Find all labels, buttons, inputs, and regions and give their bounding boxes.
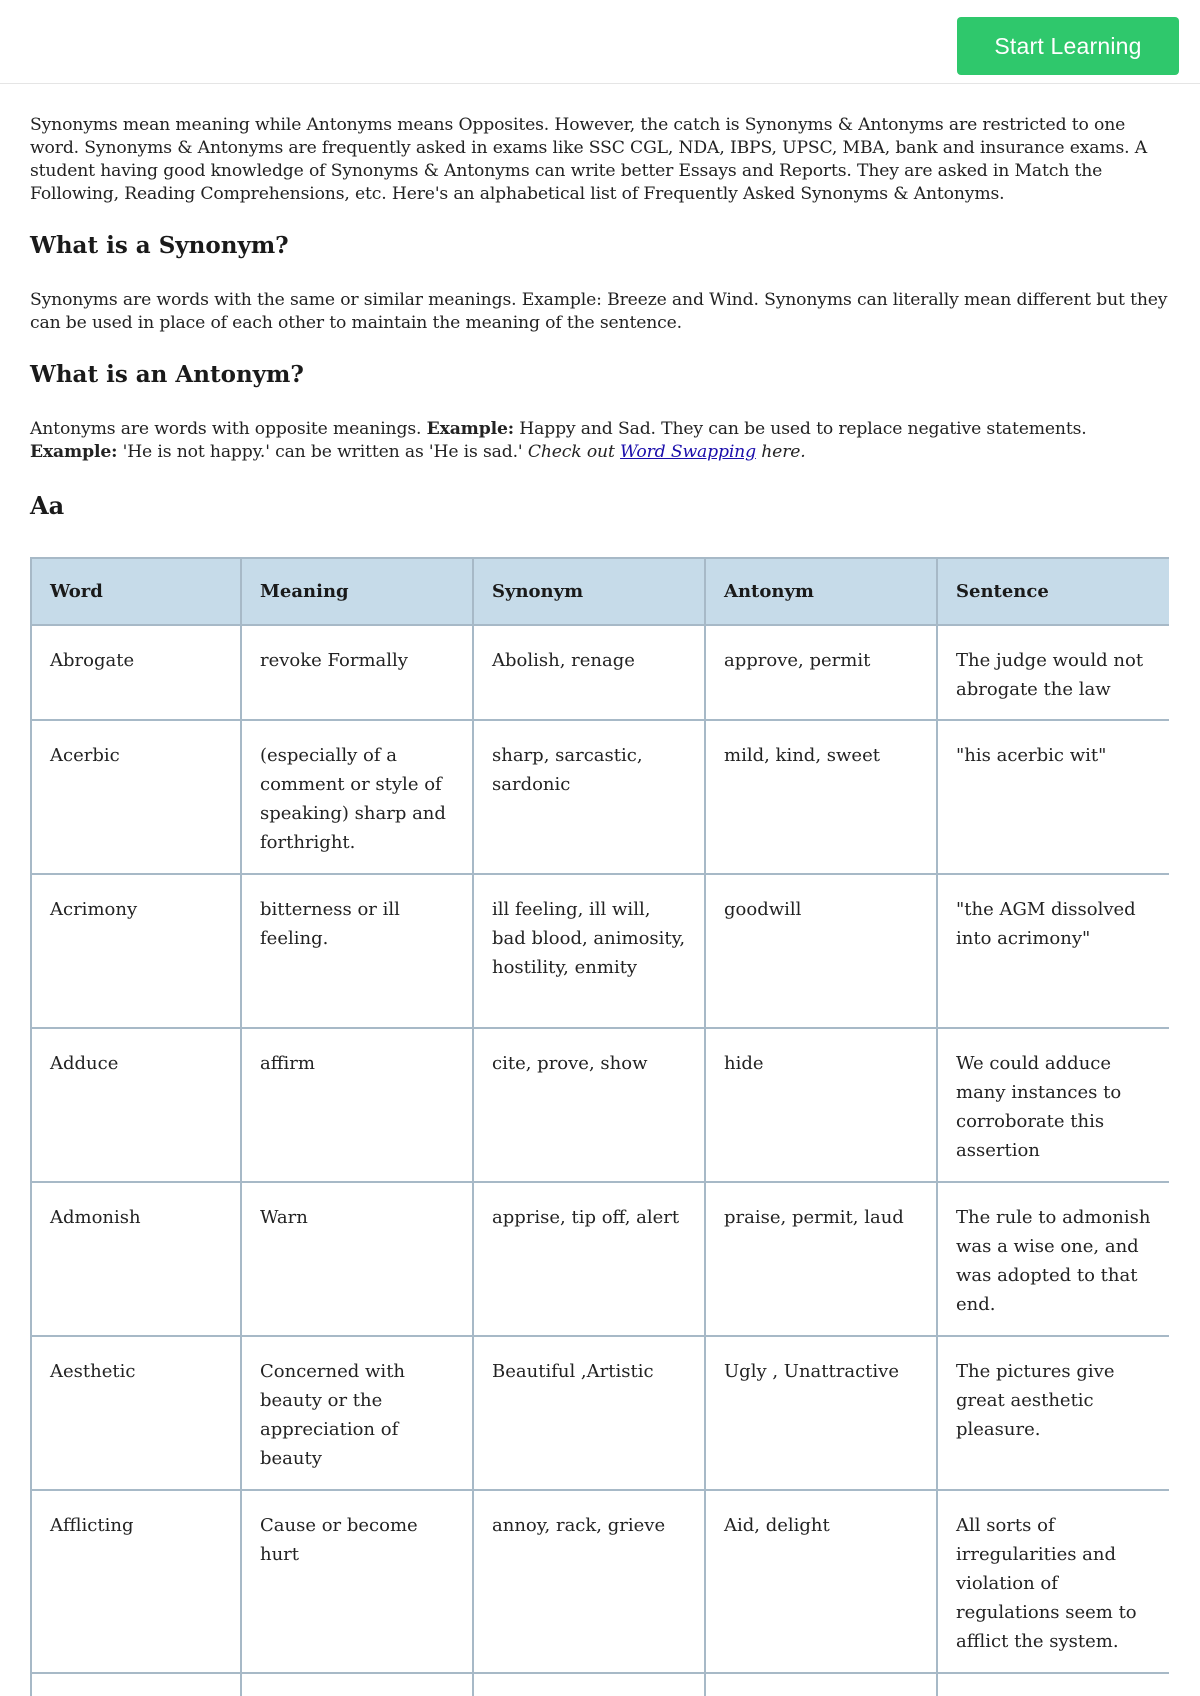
table-row	[31, 625, 1169, 720]
antonym-heading: What is an Antonym?	[30, 361, 304, 388]
cell-synonym: cite, prove, show	[473, 1028, 705, 1182]
start-learning-button[interactable]: Start Learning	[957, 17, 1179, 75]
cell-synonym: Beautiful ,Artistic	[473, 1336, 705, 1490]
antonym-text-3: 'He is not happy.' can be written as 'He is sad.'	[122, 442, 523, 462]
cell-word: Acerbic	[31, 720, 241, 874]
cell-antonym: Ugly , Unattractive	[705, 1336, 937, 1490]
table-row	[31, 720, 1169, 874]
cell-meaning: Warn	[241, 1182, 473, 1336]
table-header-row	[31, 558, 1169, 625]
cell-synonym	[473, 1673, 705, 1696]
cell-meaning: affirm	[241, 1028, 473, 1182]
here-text: here.	[761, 442, 806, 462]
cell-meaning: revoke Formally	[241, 625, 473, 720]
cell-synonym: Abolish, renage	[473, 625, 705, 720]
table-row-partial	[31, 1673, 1169, 1696]
table-row	[31, 874, 1169, 1028]
cell-antonym: approve, permit	[705, 625, 937, 720]
word-swapping-link[interactable]: Word Swapping	[620, 442, 756, 462]
synonym-heading: What is a Synonym?	[30, 232, 289, 259]
cell-antonym: goodwill	[705, 874, 937, 1028]
cell-word: Adduce	[31, 1028, 241, 1182]
cell-meaning: (especially of a comment or style of speaking) sharp and forthright.	[241, 720, 473, 874]
intro-paragraph: Synonyms mean meaning while Antonyms means Opposites. However, the catch is Synonyms & Antonyms are restricted to one word. Synonyms & Antonyms are frequently asked in exams like SSC CGL, NDA, IBPS, UPSC, MBA, bank and insurance exams. A student having good knowledge of Synonyms & Antonyms can write better Essays and Reports. They are asked in Match the Following, Reading Comprehensions, etc. Here's an alphabetical list of Frequently Asked Synonyms & Antonyms.	[30, 115, 1148, 204]
antonym-paragraph	[30, 418, 1170, 464]
cell-sentence: "the AGM dissolved into acrimony"	[937, 874, 1169, 1028]
top-bar	[0, 0, 1200, 84]
antonym-text-2: Happy and Sad. They can be used to replace negative statements.	[519, 419, 1087, 439]
cell-sentence: The judge would not abrogate the law	[937, 625, 1169, 720]
table-row	[31, 1182, 1169, 1336]
cell-word: Aesthetic	[31, 1336, 241, 1490]
cell-meaning	[241, 1673, 473, 1696]
cell-word	[31, 1673, 241, 1696]
vocabulary-table	[30, 557, 1169, 1696]
cell-antonym: Aid, delight	[705, 1490, 937, 1673]
cell-sentence: The rule to admonish was a wise one, and was adopted to that end.	[937, 1182, 1169, 1336]
example-label: Example:	[426, 419, 514, 439]
check-out-text: Check out	[527, 442, 615, 462]
cell-meaning: bitterness or ill feeling.	[241, 874, 473, 1028]
example-label-2: Example:	[30, 442, 118, 462]
table-row	[31, 1028, 1169, 1182]
cell-word: Afflicting	[31, 1490, 241, 1673]
cell-antonym: hide	[705, 1028, 937, 1182]
letter-heading: Aa	[30, 491, 65, 520]
antonym-text-1: Antonyms are words with opposite meanings.	[30, 419, 422, 439]
cell-antonym	[705, 1673, 937, 1696]
cell-sentence: "his acerbic wit"	[937, 720, 1169, 874]
header-antonym: Antonym	[705, 558, 937, 625]
cell-sentence: The pictures give great aesthetic pleasure.	[937, 1336, 1169, 1490]
cell-word: Abrogate	[31, 625, 241, 720]
cell-sentence: All sorts of irregularities and violation of regulations seem to afflict the system.	[937, 1490, 1169, 1673]
header-synonym: Synonym	[473, 558, 705, 625]
cell-antonym: mild, kind, sweet	[705, 720, 937, 874]
cell-sentence	[937, 1673, 1169, 1696]
cell-synonym: annoy, rack, grieve	[473, 1490, 705, 1673]
cell-meaning: Cause or become hurt	[241, 1490, 473, 1673]
cell-antonym: praise, permit, laud	[705, 1182, 937, 1336]
cell-word: Acrimony	[31, 874, 241, 1028]
cell-synonym: ill feeling, ill will, bad blood, animosity, hostility, enmity	[473, 874, 705, 1028]
table-row	[31, 1336, 1169, 1490]
cell-meaning: Concerned with beauty or the appreciation of beauty	[241, 1336, 473, 1490]
cell-word: Admonish	[31, 1182, 241, 1336]
cell-sentence: We could adduce many instances to corroborate this assertion	[937, 1028, 1169, 1182]
header-word: Word	[31, 558, 241, 625]
header-meaning: Meaning	[241, 558, 473, 625]
vocabulary-table-container	[30, 557, 1169, 1696]
synonym-paragraph: Synonyms are words with the same or similar meanings. Example: Breeze and Wind. Synonyms can literally mean different but they can be used in place of each other to maintain the meaning of the sentence.	[30, 290, 1168, 333]
cell-synonym: sharp, sarcastic, sardonic	[473, 720, 705, 874]
header-sentence: Sentence	[937, 558, 1169, 625]
table-row	[31, 1490, 1169, 1673]
cell-synonym: apprise, tip off, alert	[473, 1182, 705, 1336]
